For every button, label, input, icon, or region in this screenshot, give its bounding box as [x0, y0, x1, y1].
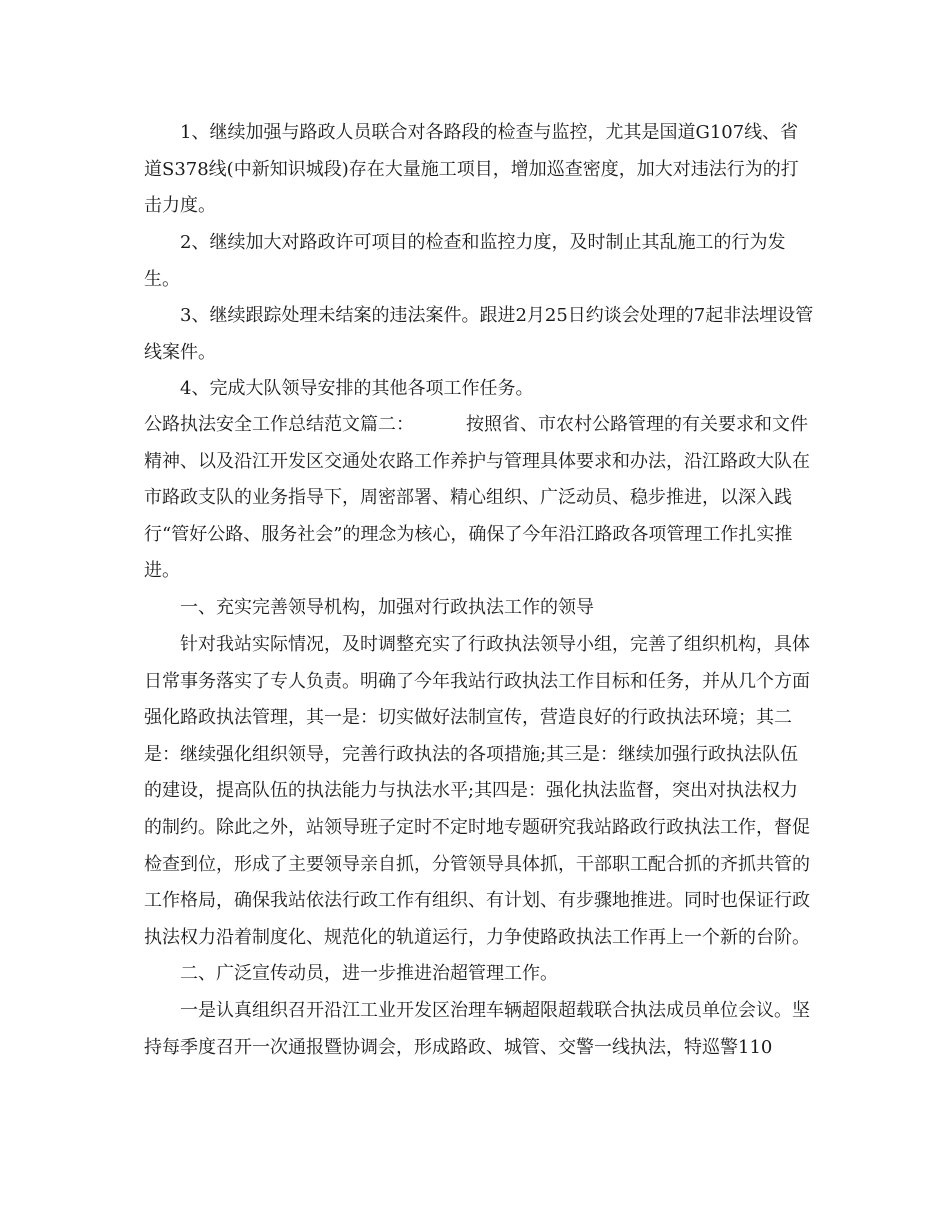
body-paragraph-1: 针对我站实际情况，及时调整充实了行政执法领导小组，完善了组织机构，具体日常事务落实了专人负责。明确了今年我站行政执法工作目标和任务，并从几个方面强化路政执法管理，其一是：切实做好法制宣传，营造良好的行政执法环境；其二是：继续强化组织领导，完善行政执法的各项措施;其三是：继续加强行政执法队伍的建设，提高队伍的执法能力与执法水平;其四是：强化执法监督，突出对执法权力的制约。除此之外，站领导班子定时不定时地专题研究我站路政行政执法工作，督促检查到位，形成了主要领导亲自抓，分管领导具体抓，干部职工配合抓的齐抓共管的工作格局，确保我站依法行政工作有组织、有计划、有步骤地推进。同时也保证行政执法权力沿着制度化、规范化的轨道运行，力争使路政执法工作再上一个新的台阶。 — [144, 634, 810, 948]
paragraph-item-4: 4、完成大队领导安排的其他各项工作任务。 — [180, 378, 534, 399]
section-title: 公路执法安全工作总结范文篇二： — [144, 414, 414, 435]
paragraph-item-2: 2、继续加大对路政许可项目的检查和监控力度，及时制止其乱施工的行为发生。 — [144, 232, 786, 290]
section-intro-text: 按照省、市农村公路管理的有关要求和文件精神、以及沿江开发区交通处农路工作养护与管理具体要求和办法，沿江路政大队在市路政支队的业务指导下，周密部署、精心组织、广泛动员、稳步推进，以深入践行“管好公路、服务社会”的理念为核心，确保了今年沿江路政各项管理工作扎实推进。 — [144, 414, 810, 582]
body-paragraph-2: 一是认真组织召开沿江工业开发区治理车辆超限超载联合执法成员单位会议。坚持每季度召开一次通报暨协调会，形成路政、城管、交警一线执法，特巡警110 — [144, 1000, 810, 1058]
section-intro-paragraph — [144, 407, 814, 590]
paragraph-item-3: 3、继续跟踪处理未结案的违法案件。跟进2月25日约谈会处理的7起非法埋设管线案件。 — [144, 305, 814, 363]
heading-2: 二、广泛宣传动员，进一步推进治超管理工作。 — [180, 963, 558, 984]
heading-1: 一、充实完善领导机构，加强对行政执法工作的领导 — [180, 597, 594, 618]
paragraph-item-1: 1、继续加强与路政人员联合对各路段的检查与监控，尤其是国道G107线、省道S378线(中新知识城段)存在大量施工项目，增加巡查密度，加大对违法行为的打击力度。 — [144, 122, 799, 217]
